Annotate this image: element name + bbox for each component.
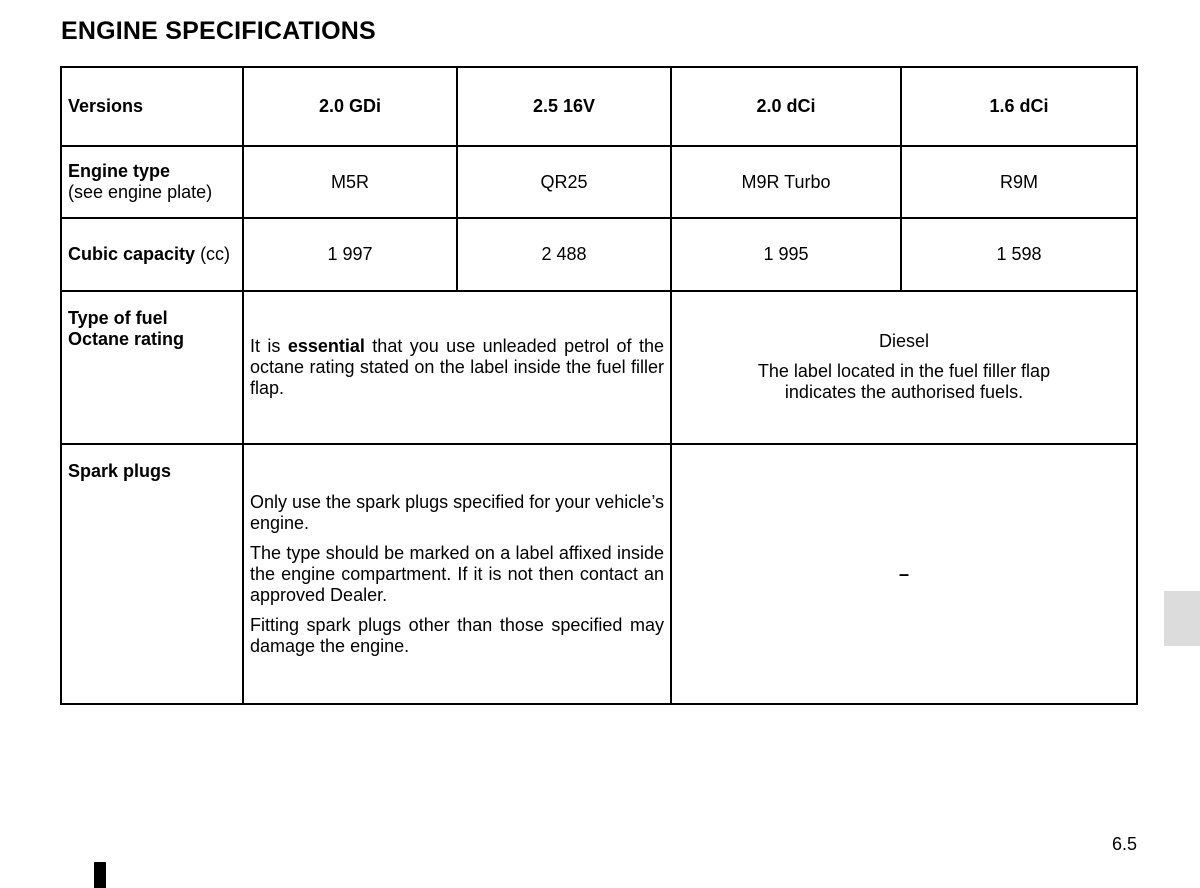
version-header-1: 2.0 GDi	[243, 67, 457, 146]
table-row-fuel	[61, 291, 1137, 444]
spark-plugs-petrol-text	[243, 444, 671, 704]
petrol-fuel-text	[243, 291, 671, 444]
diesel-fuel-cell	[671, 291, 1137, 444]
spark-plugs-paragraph-3: Fitting spark plugs other than those specified may damage the engine.	[250, 614, 664, 656]
engine-type-sublabel: (see engine plate)	[68, 182, 213, 203]
engine-type-label: Engine type	[68, 161, 171, 182]
engine-specifications-table	[60, 66, 1138, 705]
engine-type-value-2: QR25	[457, 146, 671, 218]
page-title: ENGINE SPECIFICATIONS	[61, 17, 376, 45]
version-header-2: 2.5 16V	[457, 67, 671, 146]
spark-plugs-paragraph-2: The type should be marked on a label affixed inside the engine compartment. If it is not then contact an approved Dealer.	[250, 542, 664, 605]
petrol-fuel-text-emphasis: essential	[287, 335, 365, 356]
diesel-fuel-title: Diesel	[878, 331, 930, 352]
cubic-capacity-value-1: 1 997	[243, 218, 457, 290]
fuel-label-cell	[61, 291, 243, 444]
cubic-capacity-label: Cubic capacity	[68, 244, 196, 265]
engine-type-label-cell	[61, 146, 243, 218]
chapter-side-tab	[1164, 591, 1200, 646]
diesel-fuel-note-line-1: The label located in the fuel filler flap	[757, 361, 1051, 382]
spark-plugs-diesel-value: –	[671, 444, 1137, 704]
page-number: 6.5	[1112, 834, 1138, 854]
engine-type-value-3: M9R Turbo	[671, 146, 901, 218]
engine-type-value-1: M5R	[243, 146, 457, 218]
cubic-capacity-value-3: 1 995	[671, 218, 901, 290]
engine-type-value-4: R9M	[901, 146, 1137, 218]
crop-mark	[94, 862, 106, 888]
version-header-4: 1.6 dCi	[901, 67, 1137, 146]
petrol-fuel-text-pre: It is	[250, 335, 288, 356]
cubic-capacity-value-2: 2 488	[457, 218, 671, 290]
spark-plugs-label: Spark plugs	[61, 444, 243, 704]
spark-plugs-paragraph-1: Only use the spark plugs specified for your vehicle’s engine.	[250, 491, 664, 533]
cubic-capacity-unit: (cc)	[200, 244, 231, 265]
table-row-cubic-capacity	[61, 218, 1137, 290]
diesel-fuel-note-line-2: indicates the authorised fuels.	[784, 382, 1024, 403]
fuel-type-label: Type of fuel	[68, 307, 168, 328]
version-header-3: 2.0 dCi	[671, 67, 901, 146]
table-row-versions	[61, 67, 1137, 146]
petrol-fuel-text-post: that you use unleaded petrol of the octane rating stated on the label inside the fuel filler flap.	[250, 335, 664, 398]
table-row-engine-type	[61, 146, 1137, 218]
cubic-capacity-value-4: 1 598	[901, 218, 1137, 290]
cubic-capacity-label-cell	[61, 218, 243, 290]
table-row-spark-plugs	[61, 444, 1137, 704]
versions-label: Versions	[61, 67, 243, 146]
octane-rating-label: Octane rating	[68, 328, 185, 349]
